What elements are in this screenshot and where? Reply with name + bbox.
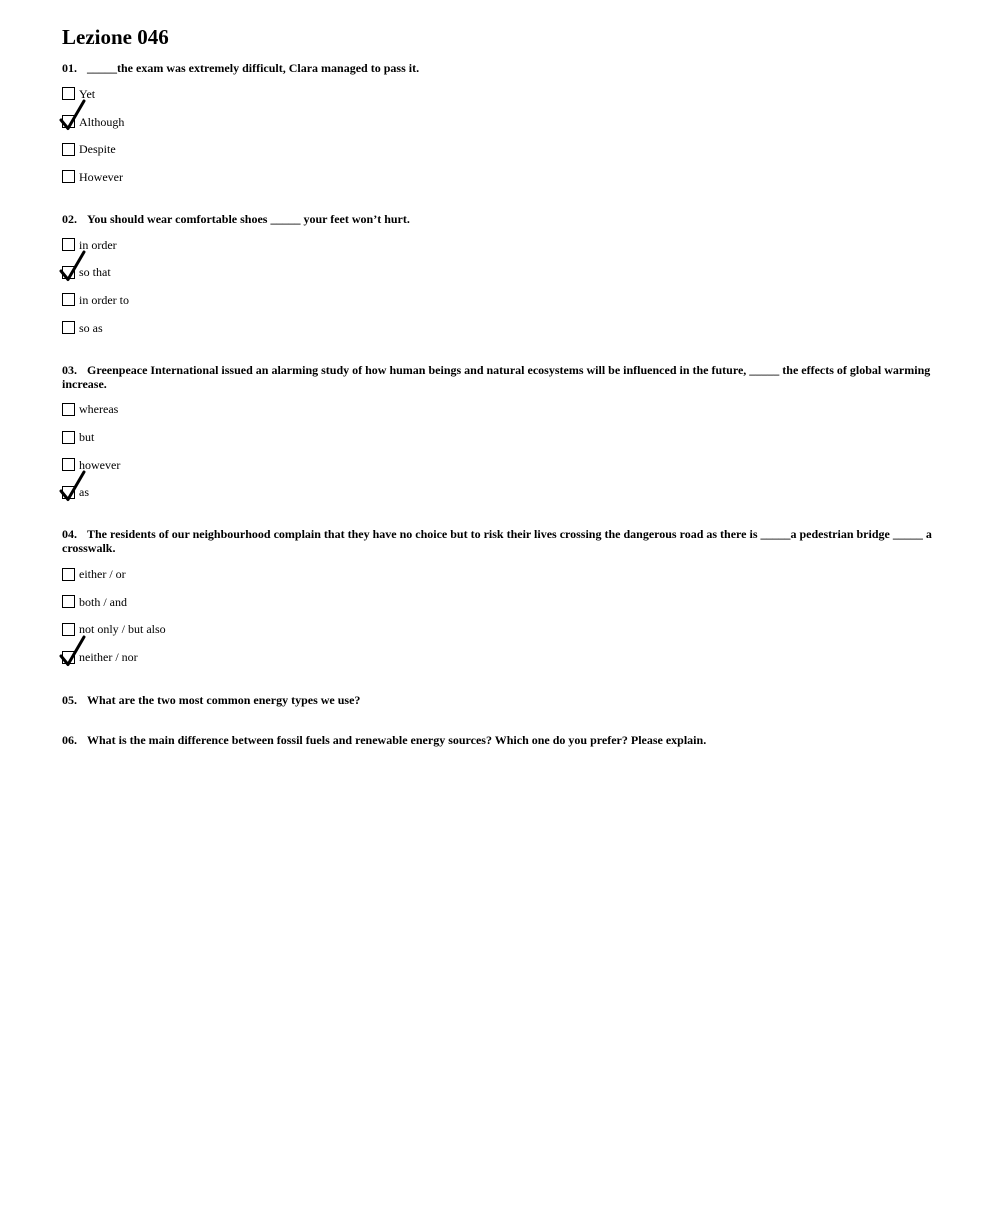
checkbox[interactable]: [62, 321, 75, 334]
option-label: in order to: [79, 292, 129, 307]
checkbox[interactable]: [62, 458, 75, 471]
option-list: [62, 231, 942, 342]
question-prompt: Greenpeace International issued an alarming study of how human beings and natural ecosystems will be influenced in the future, _____ the effects of global warming increase.: [62, 362, 931, 391]
option-label: as: [79, 485, 89, 500]
option-despite[interactable]: [62, 135, 942, 163]
question-number: 02.: [62, 211, 77, 226]
checkbox[interactable]: [62, 143, 75, 156]
checkbox[interactable]: [62, 115, 75, 128]
option-in-order-to[interactable]: [62, 286, 942, 314]
option-label: Although: [79, 114, 125, 129]
option-label: however: [79, 457, 121, 472]
checkbox[interactable]: [62, 87, 75, 100]
option-label: but: [79, 430, 95, 445]
question-prompt: What is the main difference between fossil fuels and renewable energy sources? Which one do you prefer? Please explain.: [87, 733, 707, 747]
checkbox[interactable]: [62, 623, 75, 636]
checkbox[interactable]: [62, 238, 75, 251]
option-label: Yet: [79, 86, 96, 101]
option-neither-nor[interactable]: [62, 643, 942, 671]
page-title: Lezione 046: [62, 25, 169, 49]
option-label: neither / nor: [79, 650, 138, 665]
option-but[interactable]: [62, 423, 942, 451]
option-as[interactable]: [62, 479, 942, 507]
checkbox[interactable]: [62, 431, 75, 444]
question-text: [62, 363, 942, 391]
question-05: [62, 693, 942, 707]
question-02: [62, 212, 942, 342]
checkbox[interactable]: [62, 266, 75, 279]
checkbox[interactable]: [62, 293, 75, 306]
option-list: [62, 396, 942, 507]
option-in-order[interactable]: [62, 231, 942, 259]
question-prompt: What are the two most common energy types we use?: [87, 693, 361, 707]
question-text: [62, 693, 942, 707]
checkbox[interactable]: [62, 651, 75, 664]
question-number: 03.: [62, 362, 77, 377]
option-either-or[interactable]: [62, 560, 942, 588]
checkbox[interactable]: [62, 568, 75, 581]
option-label: in order: [79, 237, 117, 252]
question-prompt: The residents of our neighbourhood complain that they have no choice but to risk their lives crossing the dangerous road as there is _____a pedestrian bridge _____ a crosswalk.: [62, 527, 932, 556]
option-so-that[interactable]: [62, 258, 942, 286]
question-prompt: _____the exam was extremely difficult, Clara managed to pass it.: [87, 61, 420, 75]
option-label: either / or: [79, 567, 126, 582]
question-01: [62, 61, 942, 191]
option-label: Despite: [79, 142, 116, 157]
option-however[interactable]: [62, 451, 942, 479]
question-text: [62, 212, 942, 226]
option-so-as[interactable]: [62, 314, 942, 342]
checkbox[interactable]: [62, 486, 75, 499]
quiz-page: [62, 24, 942, 747]
option-list: [62, 560, 942, 671]
option-yet[interactable]: [62, 80, 942, 108]
option-however[interactable]: [62, 163, 942, 191]
option-not-only-but-also[interactable]: [62, 616, 942, 644]
checkbox[interactable]: [62, 595, 75, 608]
option-whereas[interactable]: [62, 396, 942, 424]
question-number: 06.: [62, 733, 77, 747]
option-list: [62, 80, 942, 191]
question-03: [62, 363, 942, 507]
option-label: so as: [79, 320, 103, 335]
checkbox[interactable]: [62, 403, 75, 416]
question-text: [62, 733, 942, 747]
option-label: However: [79, 169, 123, 184]
question-text: [62, 61, 942, 75]
checkbox[interactable]: [62, 170, 75, 183]
question-number: 01.: [62, 61, 77, 75]
option-label: whereas: [79, 402, 119, 417]
question-number: 04.: [62, 527, 77, 542]
question-06: [62, 733, 942, 747]
option-label: not only / but also: [79, 622, 166, 637]
option-although[interactable]: [62, 108, 942, 136]
question-prompt: You should wear comfortable shoes _____ your feet won’t hurt.: [87, 211, 410, 226]
option-label: so that: [79, 265, 111, 280]
question-text: [62, 527, 942, 555]
option-label: both / and: [79, 594, 127, 609]
option-both-and[interactable]: [62, 588, 942, 616]
question-number: 05.: [62, 693, 77, 707]
question-04: [62, 527, 942, 671]
